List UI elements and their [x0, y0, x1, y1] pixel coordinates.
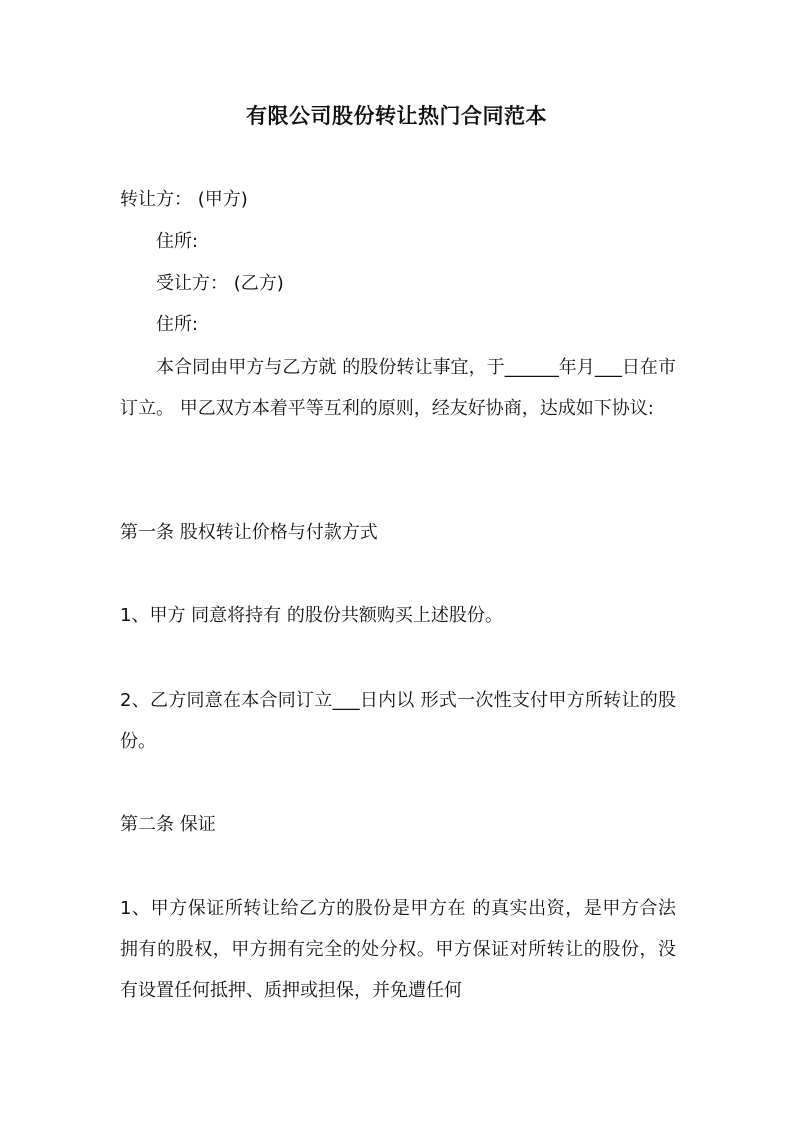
transferee-address-line: 住所: — [156, 314, 199, 335]
article2-heading: 第二条 保证 — [120, 814, 216, 835]
article1-clause1: 1、甲方 同意将持有 的股份共额购买上述股份。 — [120, 605, 503, 626]
transferee-line: 受让方： (乙方) — [156, 273, 284, 294]
intro-paragraph: 本合同由甲方与乙方就 的股份转让事宜，于______年月___日在市订立。 甲乙双方本着平等互利的原则，经友好协商，达成如下协议: — [120, 357, 676, 419]
document-title: 有限公司股份转让热门合同范本 — [246, 104, 547, 128]
article2-clause1: 1、甲方保证所转让给乙方的股份是甲方在 的真实出资，是甲方合法拥有的股权，甲方拥有完全的处分权。甲方保证对所转让的股份，没有设置任何抵押、质押或担保，并免遭任何 — [120, 898, 676, 1001]
article1-heading: 第一条 股权转让价格与付款方式 — [120, 522, 378, 543]
transferor-line: 转让方： (甲方) — [120, 189, 248, 210]
article1-clause2: 2、乙方同意在本合同订立___日内以 形式一次性支付甲方所转让的股份。 — [120, 690, 676, 752]
transferor-address-line: 住所: — [156, 231, 199, 252]
